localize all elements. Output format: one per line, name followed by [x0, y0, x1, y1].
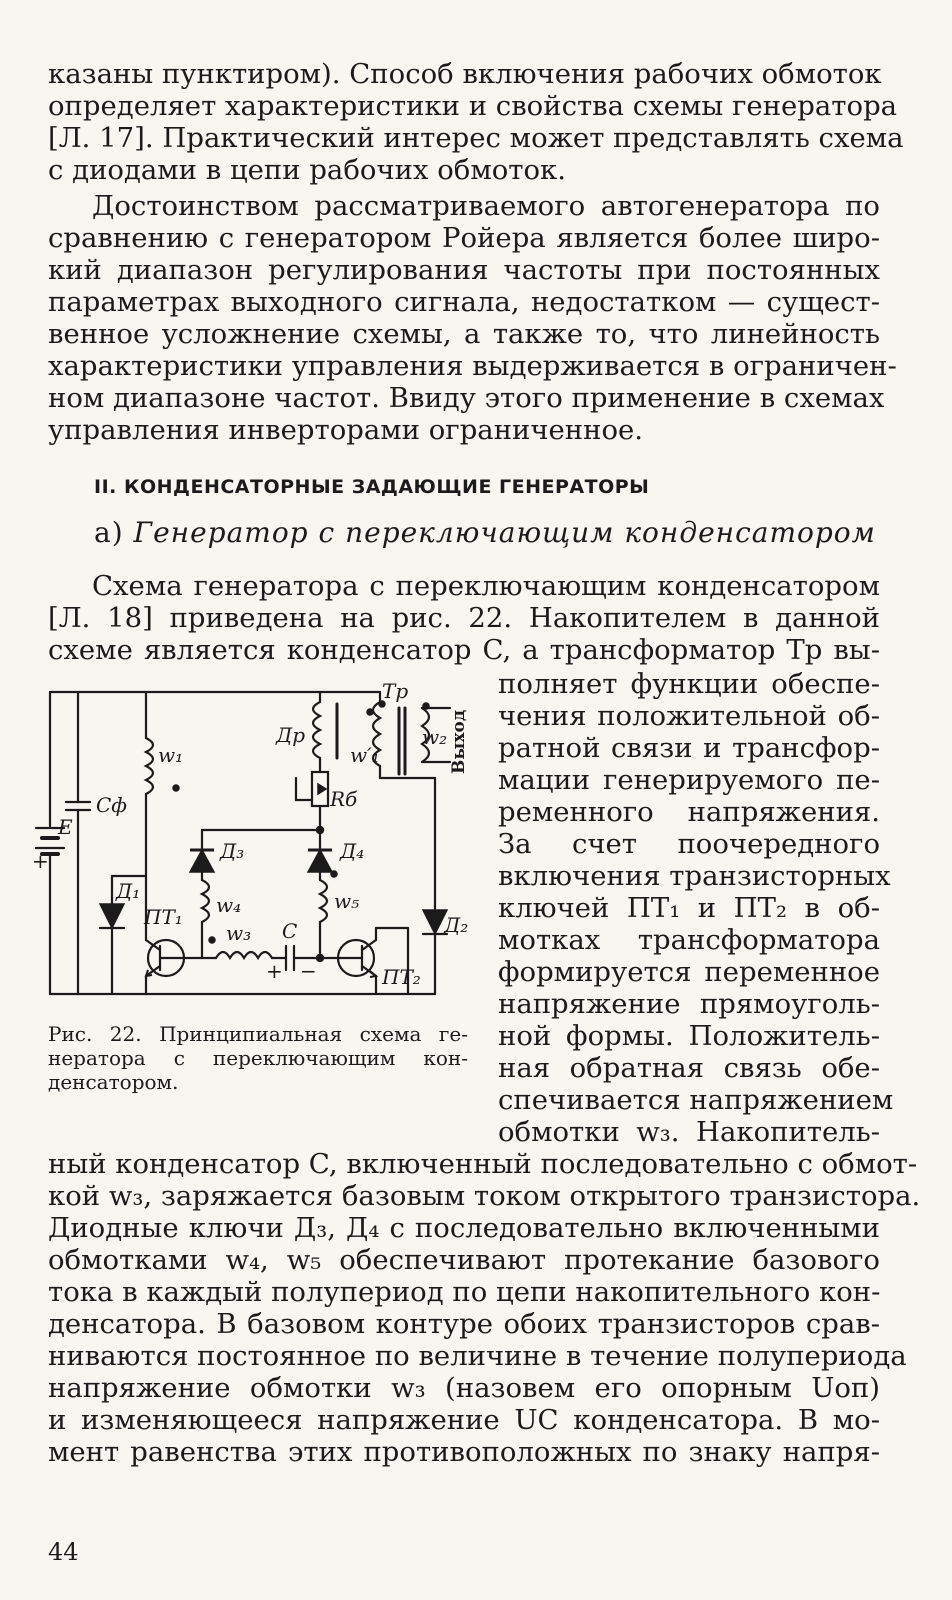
text-line: схеме является конденсатор C, а трансформатор Тр вы- [48, 634, 880, 666]
label-d2: Д₂ [444, 913, 469, 937]
label-d4: Д₄ [340, 839, 365, 863]
label-dr: Др [276, 723, 306, 747]
label-pt1: ПТ₁ [144, 905, 183, 929]
text-line: сравнению с генератором Ройера является более широ- [48, 222, 880, 254]
text-line: спечивается напряжением [498, 1084, 894, 1116]
text-line: обмотки w₃. Накопитель- [498, 1116, 880, 1148]
text-line: тока в каждый полупериод по цепи накопительного кон- [48, 1276, 881, 1308]
subsection-title: Генератор с переключающим конденсатором [133, 516, 876, 549]
text-line: напряжение обмотки w₃ (назовем его опорным Uоп) [48, 1372, 880, 1404]
label-cf: Cф [96, 793, 127, 817]
text-line: кой w₃, заряжается базовым током открытого транзистора. [48, 1180, 921, 1212]
text-line: включения транзисторных [498, 860, 891, 892]
label-plus-battery: + [32, 849, 49, 873]
text-line: ременного напряжения. [498, 796, 880, 828]
text-line: Диодные ключи Д₃, Д₄ с последовательно включенными [48, 1212, 880, 1244]
text-line: ная обратная связь обе- [498, 1052, 880, 1084]
text-line: денсатора. В базовом контуре обоих транзисторов срав- [48, 1308, 880, 1340]
label-w1p: w′₁ [350, 743, 380, 767]
subsection-prefix: а) [94, 516, 124, 549]
label-minus-cap: − [300, 959, 317, 983]
text-line: полняет функции обеспе- [498, 668, 880, 700]
text-line: казаны пунктиром). Способ включения рабочих обмоток [48, 58, 882, 90]
text-line: формируется переменное [498, 956, 880, 988]
figure-caption-line: Рис. 22. Принципиальная схема ге- [48, 1022, 468, 1046]
label-d1: Д₁ [116, 879, 141, 903]
text-line: ной формы. Положитель- [498, 1020, 880, 1052]
label-w5: w₅ [334, 889, 360, 913]
label-tr: Тр [382, 679, 409, 703]
text-line: За счет поочередного [498, 828, 880, 860]
text-line: ниваются постоянное по величине в течение полупериода [48, 1340, 907, 1372]
text-line: мации генерируемого пе- [498, 764, 880, 796]
label-w3: w₃ [226, 921, 252, 945]
text-line: ный конденсатор C, включенный последовательно с обмот- [48, 1148, 918, 1180]
text-line: управления инверторами ограниченное. [48, 414, 644, 446]
section-heading: II. КОНДЕНСАТОРНЫЕ ЗАДАЮЩИЕ ГЕНЕРАТОРЫ [94, 476, 650, 498]
text-line: чения положительной об- [498, 700, 880, 732]
figure-caption-line: нератора с переключающим кон- [48, 1046, 468, 1070]
label-c: C [282, 919, 298, 943]
text-line: венное усложнение схемы, а также то, что линейность [48, 318, 880, 350]
text-line: Достоинством рассматриваемого автогенератора по [92, 190, 880, 222]
text-line: кий диапазон регулирования частоты при постоянных [48, 254, 880, 286]
label-output: Выход [449, 709, 469, 774]
text-line: мотках трансформатора [498, 924, 880, 956]
text-line: ключей ПТ₁ и ПТ₂ в об- [498, 892, 880, 924]
label-w4: w₄ [216, 893, 242, 917]
label-pt2: ПТ₂ [382, 965, 421, 989]
label-w1: w₁ [158, 743, 184, 767]
label-d3: Д₃ [220, 839, 245, 863]
page-number: 44 [48, 1538, 79, 1566]
label-e: E [58, 815, 73, 839]
text-line: [Л. 18] приведена на рис. 22. Накопителем в данной [48, 602, 880, 634]
text-line: мент равенства этих противоположных по знаку напря- [48, 1436, 880, 1468]
text-line: параметрах выходного сигнала, недостатком — сущест- [48, 286, 880, 318]
text-line: с диодами в цепи рабочих обмоток. [48, 154, 566, 186]
text-line: определяет характеристики и свойства схемы генератора [48, 90, 898, 122]
text-line: Схема генератора с переключающим конденсатором [92, 570, 880, 602]
text-line: характеристики управления выдерживается в ограничен- [48, 350, 897, 382]
label-rb: Rб [330, 787, 358, 811]
figure-caption-line: денсатором. [48, 1070, 179, 1094]
text-line: и изменяющееся напряжение UC конденсатора. В мо- [48, 1404, 880, 1436]
text-line: ном диапазоне частот. Ввиду этого применение в схемах [48, 382, 885, 414]
label-w2: w₂ [422, 725, 448, 749]
circuit-schematic [30, 678, 500, 1008]
text-line: обмотками w₄, w₅ обеспечивают протекание базового [48, 1244, 880, 1276]
text-line: напряжение прямоуголь- [498, 988, 880, 1020]
text-line: ратной связи и трансфор- [498, 732, 880, 764]
text-line: [Л. 17]. Практический интерес может представлять схема [48, 122, 904, 154]
label-plus-cap: + [266, 959, 283, 983]
subsection-heading [94, 516, 876, 549]
